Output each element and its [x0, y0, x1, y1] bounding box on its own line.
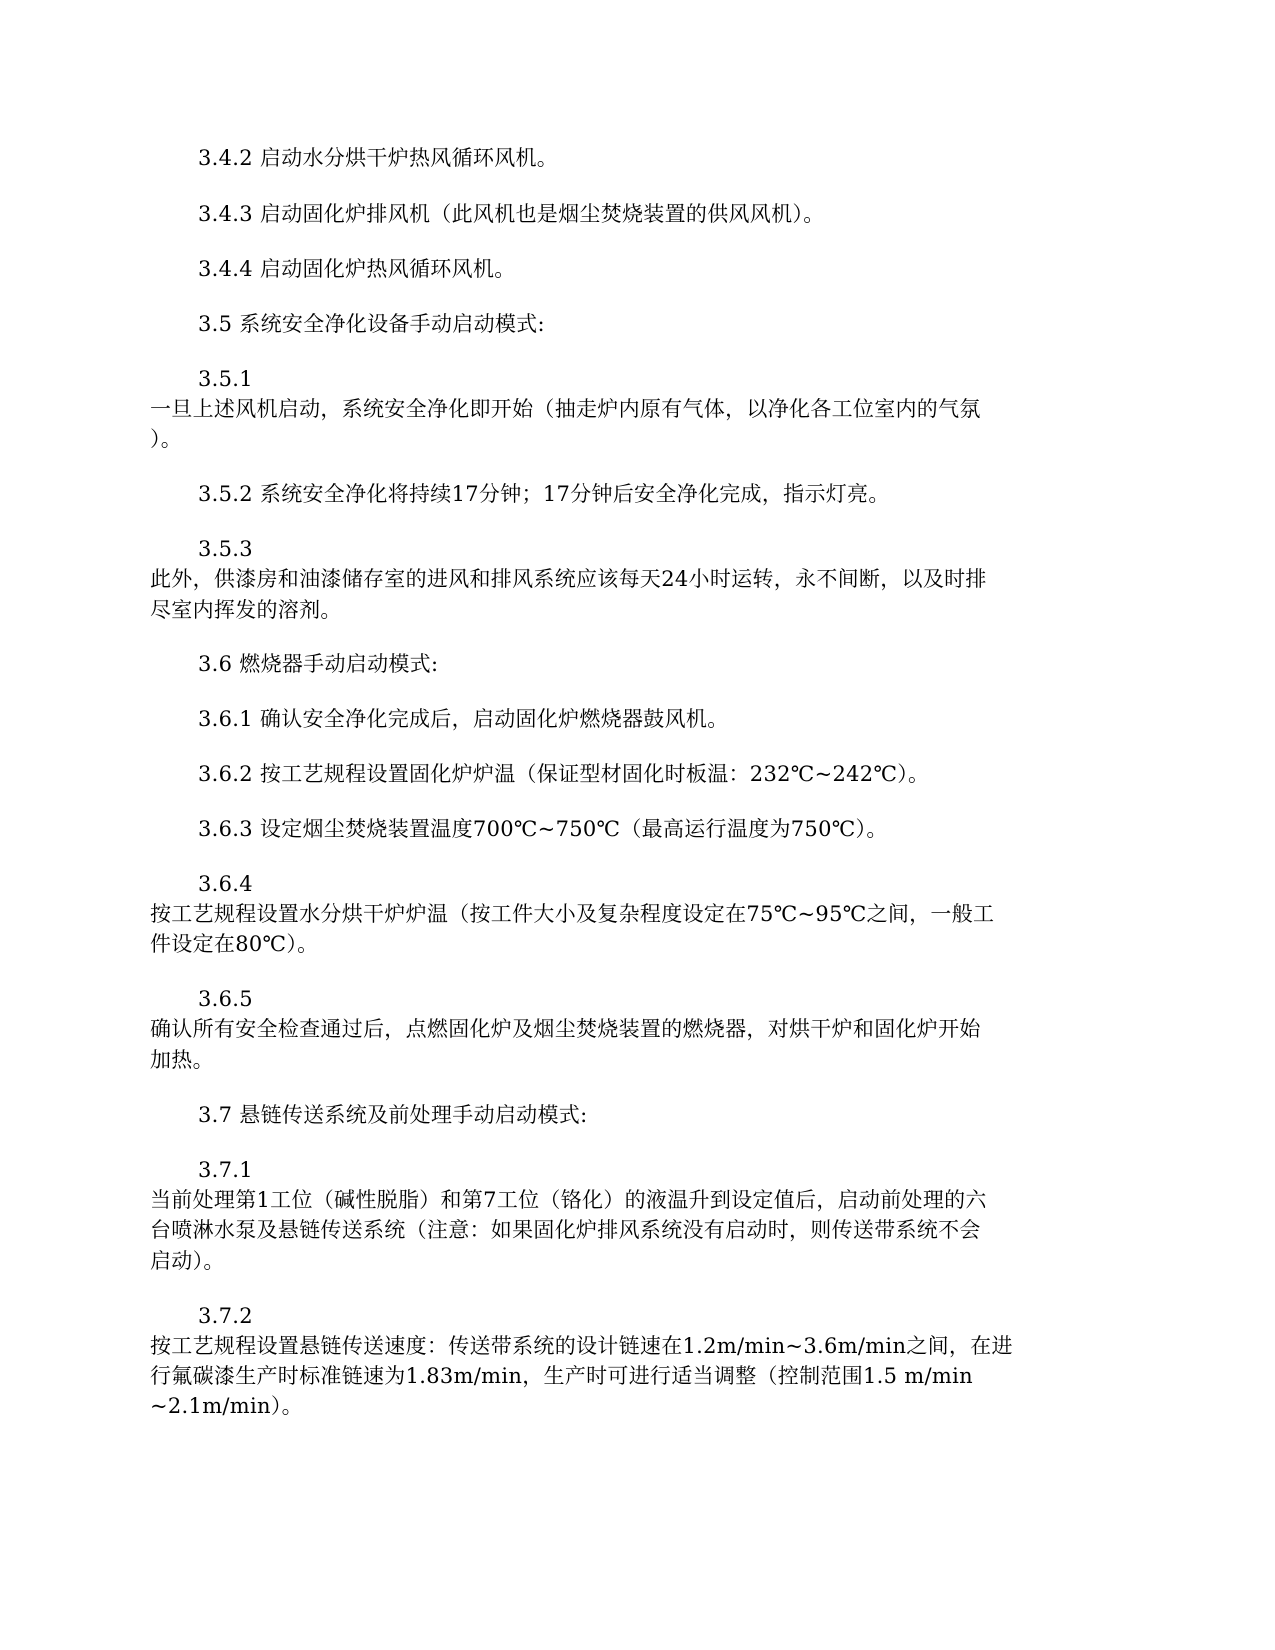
paragraph-3-7-2-line-2: 行氟碳漆生产时标准链速为1.83m/min，生产时可进行适当调整（控制范围1.5 m/min [150, 1364, 973, 1388]
paragraph-3-7-1-line-2: 台喷淋水泵及悬链传送系统（注意：如果固化炉排风系统没有启动时，则传送带系统不会 [150, 1218, 981, 1242]
paragraph-3-6-4-line-1: 按工艺规程设置水分烘干炉炉温（按工件大小及复杂程度设定在75℃~95℃之间，一般工 [150, 902, 995, 926]
section-number-3-5-1: 3.5.1 [198, 367, 253, 391]
paragraph-3-7-2-line-1: 按工艺规程设置悬链传送速度：传送带系统的设计链速在1.2m/min~3.6m/min之间，在进 [150, 1334, 1013, 1358]
heading-3-5: 3.5 系统安全净化设备手动启动模式: [198, 312, 545, 336]
paragraph-3-5-1-line-2: ）。 [150, 427, 183, 451]
paragraph-3-6-5-line-1: 确认所有安全检查通过后，点燃固化炉及烟尘焚烧装置的燃烧器，对烘干炉和固化炉开始 [150, 1017, 981, 1041]
paragraph-3-7-1-line-3: 启动）。 [150, 1249, 225, 1273]
paragraph-3-6-3: 3.6.3 设定烟尘焚烧装置温度700℃~750℃（最高运行温度为750℃）。 [198, 817, 888, 841]
section-number-3-6-5: 3.6.5 [198, 987, 253, 1011]
paragraph-3-5-1-line-1: 一旦上述风机启动，系统安全净化即开始（抽走炉内原有气体，以净化各工位室内的气氛 [150, 397, 981, 421]
section-number-3-7-2: 3.7.2 [198, 1304, 253, 1328]
paragraph-3-5-3-line-2: 尽室内挥发的溶剂。 [150, 598, 342, 622]
heading-3-6: 3.6 燃烧器手动启动模式: [198, 652, 439, 676]
section-number-3-5-3: 3.5.3 [198, 537, 253, 561]
paragraph-3-6-1: 3.6.1 确认安全净化完成后，启动固化炉燃烧器鼓风机。 [198, 707, 729, 731]
section-number-3-7-1: 3.7.1 [198, 1158, 253, 1182]
paragraph-3-7-1-line-1: 当前处理第1工位（碱性脱脂）和第7工位（铬化）的液温升到设定值后，启动前处理的六 [150, 1188, 987, 1212]
section-number-3-6-4: 3.6.4 [198, 872, 253, 896]
paragraph-3-5-3-line-1: 此外，供漆房和油漆储存室的进风和排风系统应该每天24小时运转，永不间断，以及时排 [150, 567, 987, 591]
paragraph-3-6-4-line-2: 件设定在80℃）。 [150, 932, 319, 956]
paragraph-3-6-5-line-2: 加热。 [150, 1048, 214, 1072]
paragraph-3-6-2: 3.6.2 按工艺规程设置固化炉炉温（保证型材固化时板温：232℃~242℃）。 [198, 762, 930, 786]
paragraph-3-5-2: 3.5.2 系统安全净化将持续17分钟；17分钟后安全净化完成，指示灯亮。 [198, 482, 890, 506]
paragraph-3-4-2: 3.4.2 启动水分烘干炉热风循环风机。 [198, 146, 559, 170]
paragraph-3-4-3: 3.4.3 启动固化炉排风机（此风机也是烟尘焚烧装置的供风风机）。 [198, 202, 825, 226]
paragraph-3-4-4: 3.4.4 启动固化炉热风循环风机。 [198, 257, 516, 281]
paragraph-3-7-2-line-3: ~2.1m/min）。 [150, 1394, 303, 1418]
heading-3-7: 3.7 悬链传送系统及前处理手动启动模式: [198, 1103, 588, 1127]
